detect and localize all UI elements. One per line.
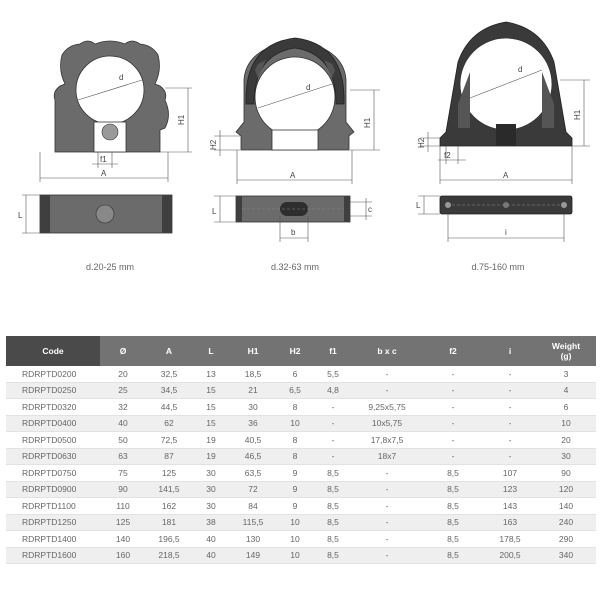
column-header: Code (6, 336, 100, 366)
product-code-cell: RDRPTD1250 (6, 514, 100, 531)
specification-table (6, 336, 596, 564)
table-cell: 40 (192, 531, 230, 548)
table-cell: 72 (230, 481, 276, 498)
table-cell: - (422, 448, 484, 465)
dim-label-h1: H1 (573, 109, 582, 120)
product-code-cell: RDRPTD1600 (6, 547, 100, 564)
table-cell: 178,5 (484, 531, 536, 548)
column-header: b x c (352, 336, 422, 366)
table-cell: 162 (146, 498, 192, 515)
table-cell: 30 (192, 481, 230, 498)
table-cell: 163 (484, 514, 536, 531)
table-cell: - (352, 366, 422, 382)
column-header: f2 (422, 336, 484, 366)
table-cell: 13 (192, 366, 230, 382)
table-cell: - (484, 382, 536, 399)
table-cell: 20 (100, 366, 146, 382)
table-cell: 130 (230, 531, 276, 548)
product-code-cell: RDRPTD1400 (6, 531, 100, 548)
table-cell: 40 (100, 415, 146, 432)
table-cell: 15 (192, 415, 230, 432)
table-cell: 9 (276, 465, 314, 482)
dim-label-a: A (503, 171, 509, 180)
table-row (6, 465, 596, 482)
table-cell: - (352, 547, 422, 564)
dim-label-c: c (368, 205, 372, 214)
table-cell: - (484, 366, 536, 382)
table-cell: 8,5 (314, 547, 352, 564)
table-cell: 8 (276, 432, 314, 449)
table-cell: 290 (536, 531, 596, 548)
table-cell: 38 (192, 514, 230, 531)
table-cell: - (352, 498, 422, 515)
table-row (6, 432, 596, 449)
medium-clamp-bore (255, 57, 335, 137)
column-header: H1 (230, 336, 276, 366)
table-cell: 63,5 (230, 465, 276, 482)
table-cell: - (422, 415, 484, 432)
table-cell: 8,5 (314, 465, 352, 482)
table-cell: 8,5 (422, 465, 484, 482)
table-body (6, 366, 596, 564)
table-cell: 15 (192, 399, 230, 416)
table-cell: 8,5 (314, 514, 352, 531)
column-header: A (146, 336, 192, 366)
table-cell: 90 (100, 481, 146, 498)
table-cell: 72,5 (146, 432, 192, 449)
table-cell: 140 (536, 498, 596, 515)
table-row (6, 366, 596, 382)
product-code-cell: RDRPTD0250 (6, 382, 100, 399)
table-cell: 32 (100, 399, 146, 416)
table-cell: 140 (100, 531, 146, 548)
drawing-large-clamp (416, 22, 590, 242)
product-code-cell: RDRPTD0900 (6, 481, 100, 498)
column-header: Ø (100, 336, 146, 366)
table-cell: 19 (192, 432, 230, 449)
product-code-cell: RDRPTD0630 (6, 448, 100, 465)
table-cell: 90 (536, 465, 596, 482)
table-cell: - (484, 399, 536, 416)
column-header: H2 (276, 336, 314, 366)
table-cell: 8 (276, 399, 314, 416)
table-cell: 87 (146, 448, 192, 465)
table-cell: 10 (276, 531, 314, 548)
table-row (6, 514, 596, 531)
table-cell: 125 (100, 514, 146, 531)
table-cell: 44,5 (146, 399, 192, 416)
dim-label-a: A (290, 171, 296, 180)
table-cell: 8,5 (422, 481, 484, 498)
dim-label-i: i (505, 228, 507, 237)
table-cell: - (484, 432, 536, 449)
table-cell: 10 (276, 514, 314, 531)
table-row (6, 531, 596, 548)
dim-label-l: L (416, 201, 421, 210)
table-row (6, 415, 596, 432)
caption-medium-clamp: d.32-63 mm (270, 262, 320, 272)
table-cell: 10 (276, 547, 314, 564)
table-cell: 120 (536, 481, 596, 498)
table-cell: - (422, 382, 484, 399)
dim-label-f1: f1 (100, 155, 107, 164)
table-cell: 200,5 (484, 547, 536, 564)
drawing-medium-clamp (209, 38, 380, 242)
table-cell: - (352, 514, 422, 531)
table-cell: - (422, 432, 484, 449)
dim-label-d: d (306, 83, 311, 92)
table-cell: - (422, 366, 484, 382)
dim-label-h1: H1 (363, 117, 372, 128)
column-header: f1 (314, 336, 352, 366)
table-cell: 181 (146, 514, 192, 531)
table-cell: 8,5 (422, 531, 484, 548)
table-cell: 6 (536, 399, 596, 416)
table-cell: 340 (536, 547, 596, 564)
table-cell: 6,5 (276, 382, 314, 399)
table-cell: 10 (536, 415, 596, 432)
table-cell: 8,5 (314, 498, 352, 515)
table-cell: 30 (192, 498, 230, 515)
table-header-row (6, 336, 596, 366)
table-cell: - (484, 415, 536, 432)
table-row (6, 399, 596, 416)
table-cell: 149 (230, 547, 276, 564)
table-cell: 9,25x5,75 (352, 399, 422, 416)
table-cell: 30 (192, 465, 230, 482)
product-code-cell: RDRPTD0500 (6, 432, 100, 449)
table-cell: 46,5 (230, 448, 276, 465)
table-cell: 6 (276, 366, 314, 382)
table-cell: 19 (192, 448, 230, 465)
product-code-cell: RDRPTD0750 (6, 465, 100, 482)
table-cell: 9 (276, 481, 314, 498)
table-cell: 40,5 (230, 432, 276, 449)
table-cell: 8,5 (422, 514, 484, 531)
dim-label-b: b (291, 228, 296, 237)
table-cell: - (352, 531, 422, 548)
product-code-cell: RDRPTD0200 (6, 366, 100, 382)
product-code-cell: RDRPTD0320 (6, 399, 100, 416)
drawing-small-clamp (18, 41, 192, 233)
table-cell: 8 (276, 448, 314, 465)
table-cell: - (314, 415, 352, 432)
table-cell: 34,5 (146, 382, 192, 399)
table-cell: 8,5 (422, 547, 484, 564)
table-cell: 17,8x7,5 (352, 432, 422, 449)
table-cell: 18x7 (352, 448, 422, 465)
dim-label-a: A (101, 169, 107, 178)
table-cell: 30 (536, 448, 596, 465)
table-cell: 160 (100, 547, 146, 564)
table-cell: 8,5 (422, 498, 484, 515)
product-code-cell: RDRPTD1100 (6, 498, 100, 515)
table-cell: 110 (100, 498, 146, 515)
column-header: i (484, 336, 536, 366)
table-cell: 107 (484, 465, 536, 482)
table-cell: 30 (230, 399, 276, 416)
dim-label-d: d (518, 65, 523, 74)
table-cell: 25 (100, 382, 146, 399)
table-cell: 40 (192, 547, 230, 564)
table-cell: 10x5,75 (352, 415, 422, 432)
table-cell: - (352, 465, 422, 482)
table-cell: - (352, 481, 422, 498)
table-cell: 32,5 (146, 366, 192, 382)
table-cell: 84 (230, 498, 276, 515)
table-cell: 4,8 (314, 382, 352, 399)
dim-label-l: L (212, 207, 217, 216)
table-cell: 62 (146, 415, 192, 432)
table-cell: 3 (536, 366, 596, 382)
caption-small-clamp: d.20-25 mm (85, 262, 135, 272)
caption-large-clamp: d.75-160 mm (471, 262, 525, 272)
table-row (6, 481, 596, 498)
dim-label-h2: H2 (417, 137, 426, 148)
dim-label-l: L (18, 211, 23, 220)
table-cell: 4 (536, 382, 596, 399)
table-cell: 8,5 (314, 481, 352, 498)
table-cell: - (314, 432, 352, 449)
table-cell: 15 (192, 382, 230, 399)
table-cell: 18,5 (230, 366, 276, 382)
table-row (6, 382, 596, 399)
table-row (6, 448, 596, 465)
table-cell: 141,5 (146, 481, 192, 498)
table-cell: 36 (230, 415, 276, 432)
table-cell: 10 (276, 415, 314, 432)
table-cell: 63 (100, 448, 146, 465)
column-header: L (192, 336, 230, 366)
dim-label-f2: f2 (444, 151, 451, 160)
table-row (6, 498, 596, 515)
table-cell: 196,5 (146, 531, 192, 548)
table-cell: - (484, 448, 536, 465)
dim-label-h1: H1 (177, 114, 186, 125)
table-cell: 21 (230, 382, 276, 399)
table-cell: - (314, 399, 352, 416)
table-cell: 115,5 (230, 514, 276, 531)
table-cell: 143 (484, 498, 536, 515)
table-cell: 9 (276, 498, 314, 515)
table-cell: 50 (100, 432, 146, 449)
table-cell: 5,5 (314, 366, 352, 382)
table-cell: 125 (146, 465, 192, 482)
table-cell: 240 (536, 514, 596, 531)
table-cell: 8,5 (314, 531, 352, 548)
table-cell: 20 (536, 432, 596, 449)
product-code-cell: RDRPTD0400 (6, 415, 100, 432)
table-cell: - (314, 448, 352, 465)
table-cell: - (422, 399, 484, 416)
table-cell: 123 (484, 481, 536, 498)
dim-label-d: d (119, 73, 124, 82)
table-cell: 75 (100, 465, 146, 482)
table-row (6, 547, 596, 564)
table-cell: - (352, 382, 422, 399)
medium-clamp-slot (272, 130, 318, 150)
column-header: Weight (g) (536, 336, 596, 366)
table-cell: 218,5 (146, 547, 192, 564)
dim-label-h2: H2 (209, 139, 218, 150)
